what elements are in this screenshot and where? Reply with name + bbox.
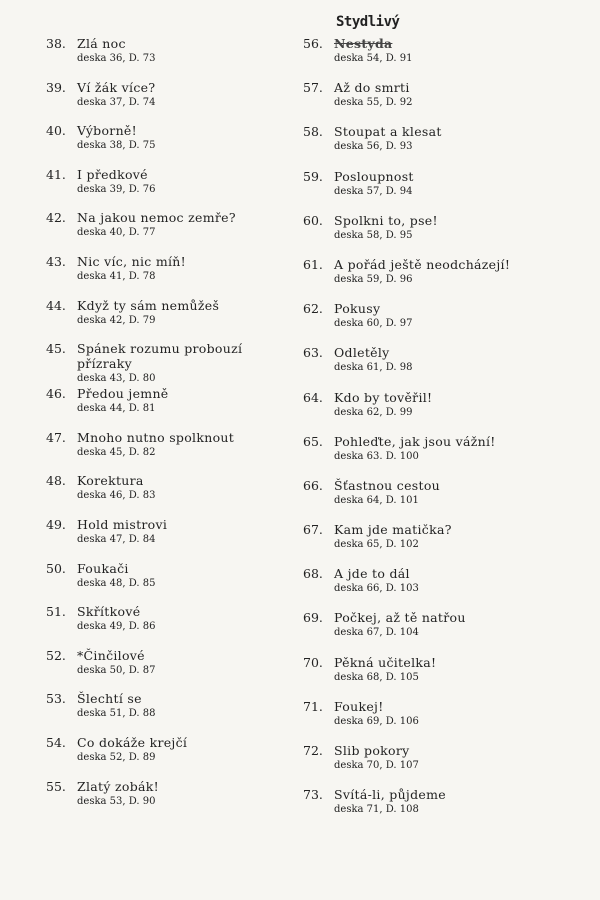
- item-number: 38.: [46, 36, 66, 51]
- item-title: Výborně!: [77, 123, 137, 139]
- list-item: [303, 36, 510, 80]
- item-number: 59.: [303, 168, 323, 184]
- item-reference: deska 37, D. 74: [77, 96, 156, 108]
- item-reference: deska 46, D. 83: [77, 490, 156, 502]
- list-item: [303, 610, 510, 654]
- list-item: [46, 473, 262, 517]
- item-title: Pokusy: [334, 301, 381, 317]
- list-item: [46, 691, 262, 735]
- item-number: 57.: [303, 80, 323, 96]
- list-item: [303, 124, 510, 168]
- list-item: [303, 434, 510, 478]
- handwritten-correction: Stydlivý: [336, 14, 400, 30]
- item-reference: deska 55, D. 92: [334, 97, 413, 109]
- item-reference: deska 71, D. 108: [334, 804, 419, 816]
- item-title: Šlechtí se: [77, 691, 142, 707]
- list-item: [46, 123, 262, 167]
- list-item: [303, 655, 510, 699]
- item-title: Na jakou nemoc zemře?: [77, 210, 236, 226]
- item-title: *Činčilové: [77, 647, 145, 663]
- item-number: 56.: [303, 36, 323, 51]
- item-number: 65.: [303, 433, 323, 449]
- item-reference: deska 43, D. 80: [77, 373, 156, 385]
- item-number: 40.: [46, 123, 66, 139]
- item-reference: deska 62, D. 99: [334, 406, 413, 418]
- item-number: 44.: [46, 297, 66, 313]
- item-number: 39.: [46, 79, 66, 95]
- item-title: Odletěly: [334, 345, 390, 361]
- item-reference: deska 53, D. 90: [77, 795, 156, 807]
- item-title: Nestyda: [334, 36, 393, 51]
- list-item: [303, 743, 510, 787]
- list-item: [303, 301, 510, 345]
- item-title: Co dokáže krejčí: [77, 734, 188, 750]
- item-reference: deska 38, D. 75: [77, 140, 156, 152]
- item-reference: deska 70, D. 107: [334, 760, 419, 771]
- item-reference: deska 40, D. 77: [77, 227, 156, 239]
- list-item: [46, 779, 262, 823]
- item-reference: deska 58, D. 95: [334, 229, 413, 241]
- item-reference: deska 54, D. 91: [334, 53, 413, 64]
- item-title: Kdo by tověřil!: [334, 389, 433, 405]
- list-item: [303, 257, 510, 301]
- item-number: 58.: [303, 124, 323, 140]
- item-title: Foukači: [77, 560, 129, 576]
- item-number: 42.: [46, 210, 66, 226]
- item-reference: deska 42, D. 79: [77, 314, 156, 326]
- item-reference: deska 49, D. 86: [77, 621, 156, 633]
- item-number: 71.: [303, 698, 323, 714]
- list-item: [303, 213, 510, 257]
- item-title: Počkej, až tě natřou: [334, 610, 466, 626]
- list-item: [46, 36, 262, 80]
- item-title: Pohleďte, jak jsou vážní!: [334, 433, 496, 449]
- item-reference: deska 52, D. 89: [77, 751, 156, 763]
- item-number: 41.: [46, 166, 66, 182]
- list-item: [46, 254, 262, 298]
- item-title: Slib pokory: [334, 743, 410, 758]
- item-reference: deska 44, D. 81: [77, 403, 156, 415]
- list-item: [303, 522, 510, 566]
- item-title: Když ty sám nemůžeš: [77, 297, 220, 313]
- item-title: Posloupnost: [334, 168, 414, 184]
- item-title: I předkové: [77, 166, 148, 182]
- item-reference: deska 51, D. 88: [77, 708, 156, 720]
- item-number: 43.: [46, 253, 66, 269]
- right-column: [303, 36, 510, 831]
- item-title: Zlatý zobák!: [77, 778, 159, 794]
- item-title: Korektura: [77, 473, 144, 489]
- item-number: 46.: [46, 386, 66, 402]
- list-item: [303, 345, 510, 389]
- item-title: Předou jemně: [77, 386, 169, 402]
- item-number: 66.: [303, 477, 323, 493]
- list-item: [303, 699, 510, 743]
- list-item: [46, 561, 262, 605]
- item-title: Ví žák více?: [77, 79, 156, 95]
- item-number: 54.: [46, 734, 66, 750]
- item-title: Pěkná učitelka!: [334, 654, 437, 670]
- list-item: [46, 604, 262, 648]
- item-number: 64.: [303, 389, 323, 405]
- item-title: Svítá-li, půjdeme: [334, 787, 446, 803]
- item-number: 53.: [46, 691, 66, 707]
- item-number: 50.: [46, 560, 66, 576]
- item-title: A pořád ještě neodcházejí!: [334, 256, 511, 272]
- item-title: Kam jde matička?: [334, 522, 452, 538]
- item-number: 48.: [46, 473, 66, 489]
- item-title: Foukej!: [334, 698, 384, 714]
- list-item: [46, 735, 262, 779]
- item-reference: deska 56, D. 93: [334, 141, 413, 153]
- item-number: 70.: [303, 654, 323, 670]
- list-item: [46, 430, 262, 474]
- item-number: 49.: [46, 516, 66, 532]
- item-title: Až do smrti: [334, 80, 410, 96]
- item-number: 67.: [303, 522, 323, 538]
- item-reference: deska 45, D. 82: [77, 446, 156, 458]
- list-item: [46, 341, 262, 386]
- item-reference: deska 69, D. 106: [334, 715, 419, 727]
- list-item: [46, 648, 262, 692]
- list-item: [303, 566, 510, 610]
- list-item: [46, 80, 262, 124]
- item-number: 63.: [303, 345, 323, 361]
- item-number: 52.: [46, 647, 66, 663]
- item-reference: deska 65, D. 102: [334, 539, 419, 551]
- left-column: [46, 36, 262, 822]
- list-item: [303, 80, 510, 124]
- item-number: 61.: [303, 256, 323, 272]
- item-reference: deska 36, D. 73: [77, 53, 156, 64]
- item-number: 60.: [303, 212, 323, 228]
- item-number: 68.: [303, 566, 323, 582]
- item-reference: deska 48, D. 85: [77, 577, 156, 589]
- list-item: [303, 169, 510, 213]
- list-item: [303, 390, 510, 434]
- item-title: Stoupat a klesat: [334, 124, 442, 140]
- item-title: Mnoho nutno spolknout: [77, 429, 235, 445]
- item-reference: deska 47, D. 84: [77, 533, 156, 545]
- item-title: Šťastnou cestou: [334, 477, 440, 493]
- item-reference: deska 63. D. 100: [334, 450, 419, 462]
- item-title: Nic víc, nic míň!: [77, 253, 186, 269]
- item-reference: deska 60, D. 97: [334, 318, 413, 330]
- item-number: 45.: [46, 341, 66, 357]
- item-reference: deska 41, D. 78: [77, 270, 156, 282]
- item-reference: deska 67, D. 104: [334, 627, 419, 639]
- item-number: 47.: [46, 429, 66, 445]
- item-number: 73.: [303, 787, 323, 803]
- item-number: 62.: [303, 301, 323, 317]
- list-item: [46, 210, 262, 254]
- item-number: 72.: [303, 743, 323, 758]
- list-item: [303, 787, 510, 831]
- item-reference: deska 39, D. 76: [77, 183, 156, 195]
- item-title: A jde to dál: [334, 566, 410, 582]
- list-item: [303, 478, 510, 522]
- item-title: Spolkni to, pse!: [334, 212, 438, 228]
- item-reference: deska 50, D. 87: [77, 664, 156, 676]
- item-title: Skřítkové: [77, 604, 141, 620]
- item-reference: deska 59, D. 96: [334, 273, 413, 285]
- item-reference: deska 57, D. 94: [334, 185, 413, 197]
- item-reference: deska 68, D. 105: [334, 671, 419, 683]
- item-reference: deska 61, D. 98: [334, 362, 413, 374]
- list-item: [46, 386, 262, 430]
- list-item: [46, 298, 262, 342]
- item-number: 51.: [46, 604, 66, 620]
- list-item: [46, 517, 262, 561]
- item-title: Hold mistrovi: [77, 516, 168, 532]
- list-item: [46, 167, 262, 211]
- item-reference: deska 66, D. 103: [334, 583, 419, 595]
- item-number: 69.: [303, 610, 323, 626]
- item-reference: deska 64, D. 101: [334, 494, 419, 506]
- item-title: Zlá noc: [77, 36, 126, 51]
- item-title: Spánek rozumu probouzí přízraky: [77, 341, 243, 372]
- item-number: 55.: [46, 778, 66, 794]
